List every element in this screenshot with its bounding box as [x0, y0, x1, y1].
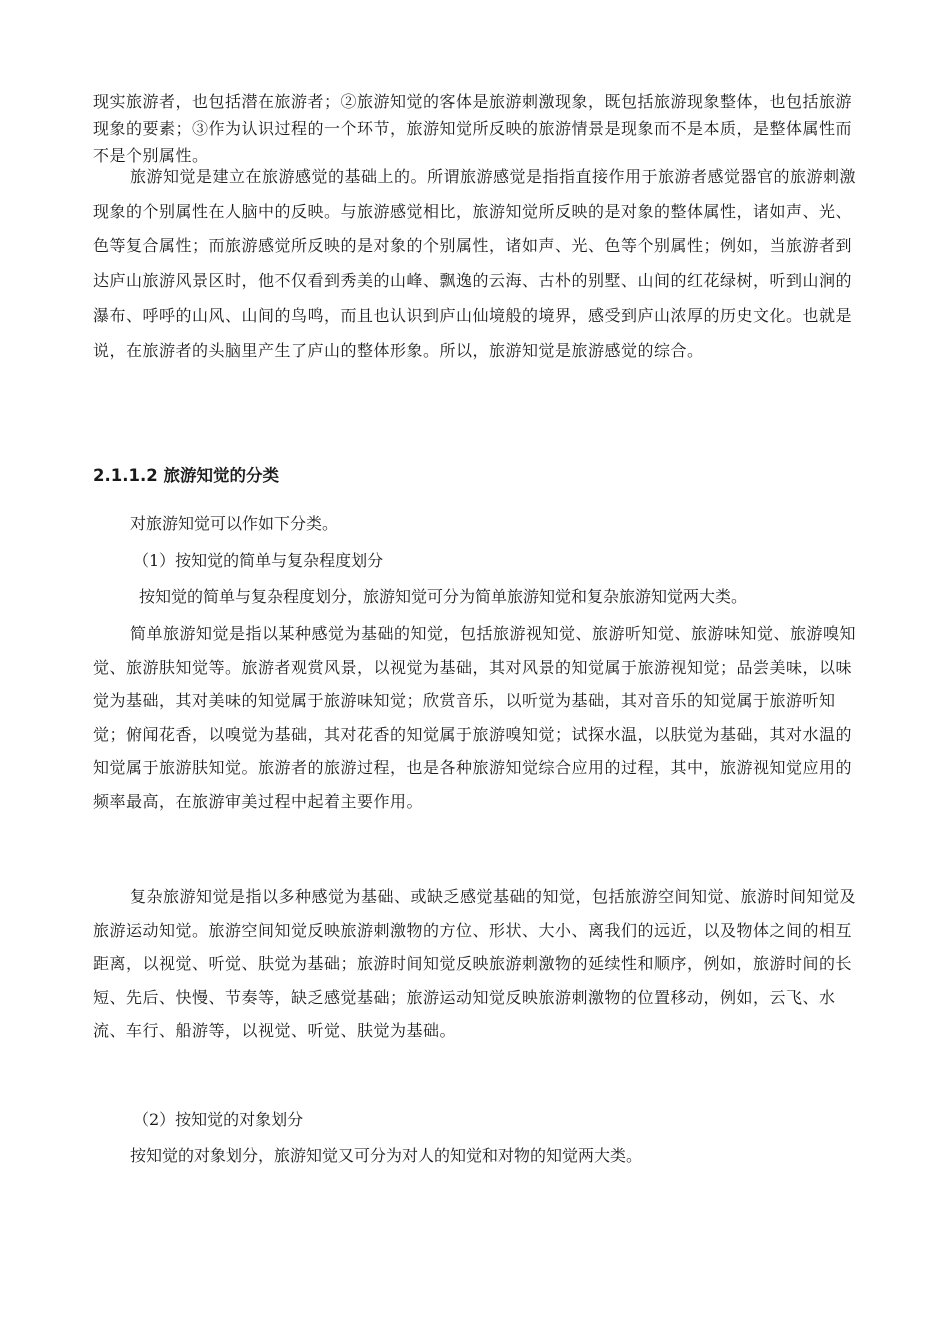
- section-heading: 2.1.1.2 旅游知觉的分类: [93, 466, 279, 485]
- paragraph-complexity-summary: 按知觉的简单与复杂程度划分，旅游知觉可分为简单旅游知觉和复杂旅游知觉两大类。: [139, 587, 748, 606]
- paragraph-complex-perception: 复杂旅游知觉是指以多种感觉为基础、或缺乏感觉基础的知觉，包括旅游空间知觉、旅游时间知觉及旅游运动知觉。旅游空间知觉反映旅游刺激物的方位、形状、大小、离我们的远近，以及物体之间的相互距离，以视觉、听觉、肤觉为基础；旅游时间知觉反映旅游刺激物的延续性和顺序，例如，旅游时间的长短、先后、快慢、节奏等，缺乏感觉基础；旅游运动知觉反映旅游刺激物的位置移动，例如，云飞、水流、车行、船游等，以视觉、听觉、肤觉为基础。: [93, 887, 857, 1040]
- paragraph-continuation: 现实旅游者，也包括潜在旅游者；②旅游知觉的客体是旅游刺激现象，既包括旅游现象整体，也包括旅游现象的要素；③作为认识过程的一个环节，旅游知觉所反映的旅游情景是现象而不是本质，是整体属性而不是个别属性。: [93, 92, 853, 165]
- paragraph-intro: 对旅游知觉可以作如下分类。: [130, 514, 339, 533]
- subheading-complexity: （1）按知觉的简单与复杂程度划分: [133, 551, 384, 570]
- paragraph-object-summary: 按知觉的对象划分，旅游知觉又可分为对人的知觉和对物的知觉两大类。: [130, 1146, 643, 1165]
- paragraph-perception-vs-sensation: 旅游知觉是建立在旅游感觉的基础上的。所谓旅游感觉是指指直接作用于旅游者感觉器官的旅游刺激现象的个别属性在人脑中的反映。与旅游感觉相比，旅游知觉所反映的是对象的整体属性，诸如声、光、色等复合属性；而旅游感觉所反映的是对象的个别属性，诸如声、光、色等个别属性；例如，当旅游者到达庐山旅游风景区时，他不仅看到秀美的山峰、飘逸的云海、古朴的别墅、山间的红花绿树，听到山涧的瀑布、呼呼的山风、山间的鸟鸣，而且也认识到庐山仙境般的境界，感受到庐山浓厚的历史文化。也就是说，在旅游者的头脑里产生了庐山的整体形象。所以，旅游知觉是旅游感觉的综合。: [93, 167, 857, 360]
- subheading-object: （2）按知觉的对象划分: [133, 1110, 304, 1129]
- paragraph-simple-perception: 简单旅游知觉是指以某种感觉为基础的知觉，包括旅游视知觉、旅游听知觉、旅游味知觉、旅游嗅知觉、旅游肤知觉等。旅游者观赏风景，以视觉为基础，其对风景的知觉属于旅游视知觉；品尝美味，以味觉为基础，其对美味的知觉属于旅游味知觉；欣赏音乐，以听觉为基础，其对音乐的知觉属于旅游听知觉；俯闻花香，以嗅觉为基础，其对花香的知觉属于旅游嗅知觉；试探水温，以肤觉为基础，其对水温的知觉属于旅游肤知觉。旅游者的旅游过程，也是各种旅游知觉综合应用的过程，其中，旅游视知觉应用的频率最高，在旅游审美过程中起着主要作用。: [93, 624, 857, 811]
